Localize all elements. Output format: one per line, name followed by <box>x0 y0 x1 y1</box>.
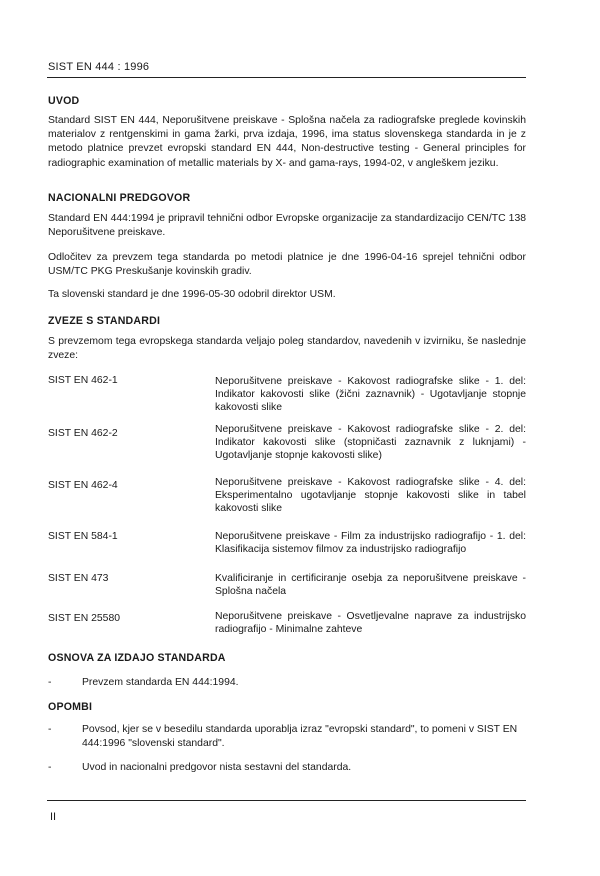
standard-code: SIST EN 25580 <box>48 613 121 624</box>
list-dash: - <box>48 762 52 773</box>
standard-description: Neporušitvene preiskave - Kakovost radiografske slike - 1. del: Indikator kakovosti slike (žični zaznavnik) - Ugotavljanje stopnje kakovosti slike <box>215 376 526 414</box>
opombi-item: Uvod in nacionalni predgovor nista sestavni del standarda. <box>82 762 352 773</box>
standard-description: Neporušitvene preiskave - Osvetljevalne naprave za industrijsko radiografijo - Minimalne zahteve <box>215 611 526 636</box>
zveze-intro: S prevzemom tega evropskega standarda veljajo poleg standardov, navedenih v izvirniku, še naslednje zveze: <box>48 336 526 362</box>
standard-code: SIST EN 462-4 <box>48 480 118 491</box>
standard-code: SIST EN 473 <box>48 573 109 584</box>
standard-description: Neporušitvene preiskave - Film za industrijsko radiografijo - 1. del: Klasifikacija sistemov filmov za industrijsko radiografijo <box>215 531 526 556</box>
opombi-item: Povsod, kjer se v besedilu standarda uporablja izraz "evropski standard", to pomeni v SIST EN 444:1996 "slovenski standard". <box>82 724 518 750</box>
page-number: II <box>50 811 57 823</box>
predgovor-paragraph-2: Odločitev za prevzem tega standarda po metodi platnice je dne 1996-04-16 sprejel tehnični odbor USM/TC PKG Preskušanje kovinskih gradiv. <box>48 252 526 278</box>
standard-description: Neporušitvene preiskave - Kakovost radiografske slike - 2. del: Indikator kakovosti slike (stopničasti zaznavnik z luknjami) - Ugotavljanje stopnje kakovosti slike) <box>215 424 526 462</box>
standard-description: Kvalificiranje in certificiranje osebja za neporušitvene preiskave - Splošna načela <box>215 573 526 598</box>
document-header: SIST EN 444 : 1996 <box>48 61 150 73</box>
osnova-item: Prevzem standarda EN 444:1994. <box>82 677 239 688</box>
standard-description: Neporušitvene preiskave - Kakovost radiografske slike - 4. del: Eksperimentalno ugotavljanje stopnje kakovosti slike in tabel kakovosti slike <box>215 477 526 515</box>
zveze-heading: ZVEZE S STANDARDI <box>48 315 161 327</box>
standard-code: SIST EN 462-1 <box>48 375 118 386</box>
uvod-heading: UVOD <box>48 95 80 107</box>
opombi-heading: OPOMBI <box>48 701 93 713</box>
standard-code: SIST EN 584-1 <box>48 531 118 542</box>
header-rule <box>47 77 526 78</box>
footer-rule <box>47 800 526 801</box>
predgovor-heading: NACIONALNI PREDGOVOR <box>48 192 191 204</box>
osnova-heading: OSNOVA ZA IZDAJO STANDARDA <box>48 652 226 664</box>
list-dash: - <box>48 677 52 688</box>
predgovor-paragraph-3: Ta slovenski standard je dne 1996-05-30 odobril direktor USM. <box>48 289 336 300</box>
list-dash: - <box>48 724 52 735</box>
predgovor-paragraph-1: Standard EN 444:1994 je pripravil tehnični odbor Evropske organizacije za standardizacijo CEN/TC 138 Neporušitvene preiskave. <box>48 213 526 239</box>
uvod-text: Standard SIST EN 444, Neporušitvene preiskave - Splošna načela za radiografske preglede kovinskih materialov z rentgenskimi in gama žarki, prva izdaja, 1996, ima status slovenskega standarda in je z metodo platnice prevzet evropski standard EN 444, Non-destructive testing - General principles for radiographic examination of metallic materials by X- and gama-rays, 1994-02, v angleškem jeziku. <box>48 115 526 169</box>
standard-code: SIST EN 462-2 <box>48 428 118 439</box>
